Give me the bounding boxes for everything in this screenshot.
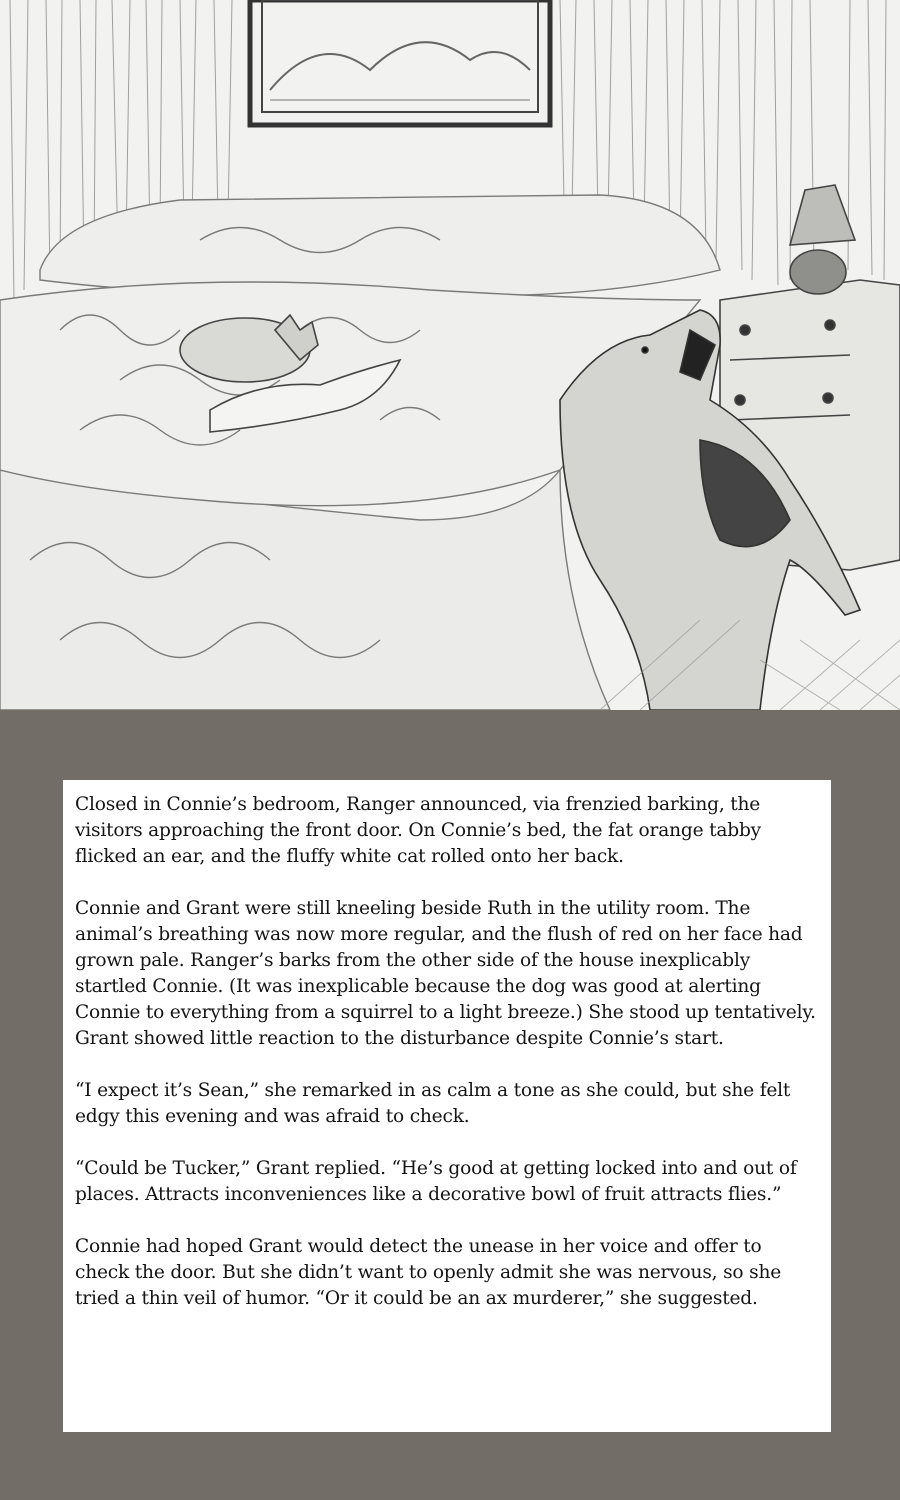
story-text-panel xyxy=(63,780,831,1432)
story-paragraph: “Could be Tucker,” Grant replied. “He’s good at getting locked into and out of places. Attracts inconveniences like a decorative bowl of fruit attracts flies.” xyxy=(75,1158,797,1205)
story-paragraph: Connie and Grant were still kneeling beside Ruth in the utility room. The animal’s breathing was now more regular, and the flush of red on her face had grown pale. Ranger’s barks from the other side of the house inexplicably startled Connie. (It was inexplicable because the dog was good at alerting Connie to everything from a squirrel to a light breeze.) She stood up tentatively. Grant showed little reaction to the disturbance despite Connie’s start. xyxy=(75,898,816,1049)
story-paragraph: “I expect it’s Sean,” she remarked in as calm a tone as she could, but she felt edgy this evening and was afraid to check. xyxy=(75,1080,791,1127)
story-paragraph: Connie had hoped Grant would detect the unease in her voice and offer to check the door. But she didn’t want to openly admit she was nervous, so she tried a thin veil of humor. “Or it could be an ax murderer,” she suggested. xyxy=(75,1236,782,1309)
framed-landscape-picture xyxy=(250,0,550,125)
story-paragraph: Closed in Connie’s bedroom, Ranger announced, via frenzied barking, the visitors approaching the front door. On Connie’s bed, the fat orange tabby flicked an ear, and the fluffy white cat rolled onto her back. xyxy=(75,794,761,867)
story-illustration xyxy=(0,0,900,710)
